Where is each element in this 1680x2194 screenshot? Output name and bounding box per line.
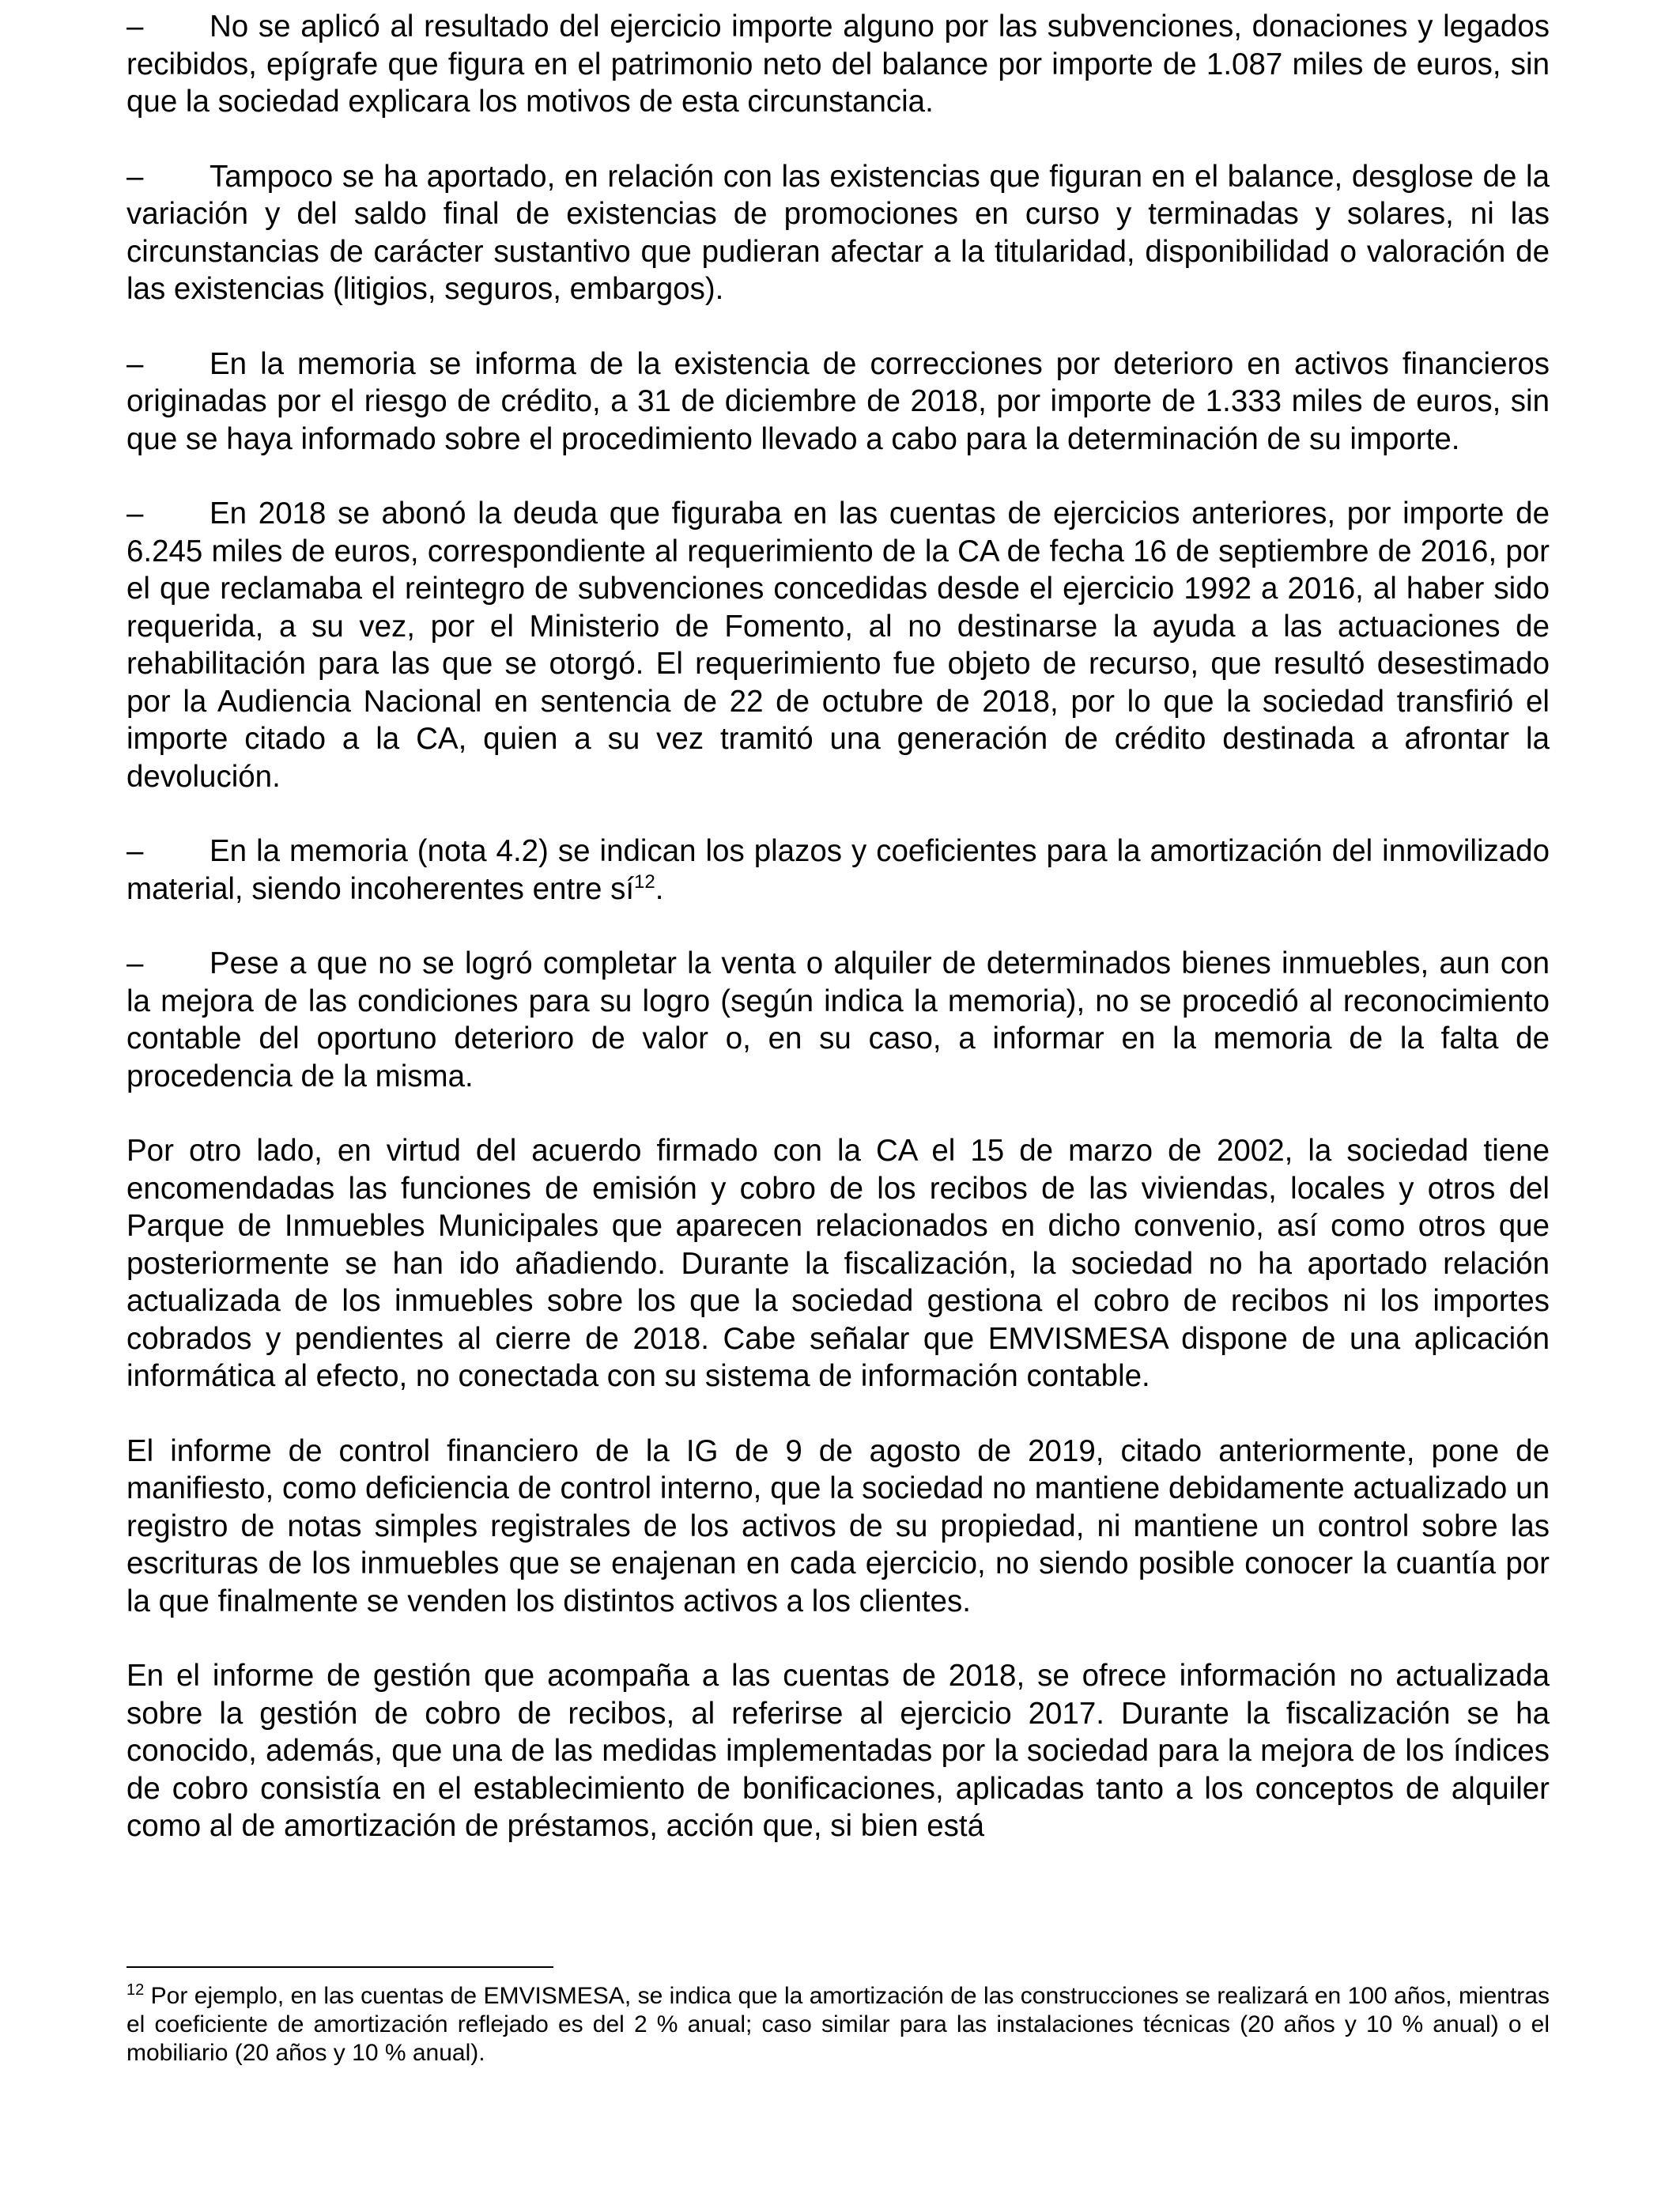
bullet-paragraph	[126, 945, 1550, 1095]
bullet-paragraph	[126, 346, 1550, 459]
bullet-text: En la memoria (nota 4.2) se indican los plazos y coeficientes para la amortización del inmovilizado material, siendo incoherentes entre sí	[126, 834, 1550, 906]
bullet-text: En la memoria se informa de la existencia de correcciones por deterioro en activos financieros originadas por el riesgo de crédito, a 31 de diciembre de 2018, por importe de 1.333 miles de euros, sin que se haya informado sobre el procedimiento llevado a cabo para la determinación de su importe.	[126, 346, 1550, 456]
footnote-reference[interactable]: 12	[634, 870, 655, 893]
bullet-text: Pese a que no se logró completar la venta o alquiler de determinados bienes inmuebles, aun con la mejora de las condiciones para su logro (según indica la memoria), no se procedió al reconocimiento contable del oportuno deterioro de valor o, en su caso, a informar en la memoria de la falta de procedencia de la misma.	[126, 946, 1550, 1093]
bullet-text: No se aplicó al resultado del ejercicio importe alguno por las subvenciones, donaciones y legados recibidos, epígrafe que figura en el patrimonio neto del balance por importe de 1.087 miles de euros, sin que la sociedad explicara los motivos de esta circunstancia.	[126, 9, 1550, 119]
body-paragraph: En el informe de gestión que acompaña a las cuentas de 2018, se ofrece información no actualizada sobre la gestión de cobro de recibos, al referirse al ejercicio 2017. Durante la fiscalización se ha conocido, además, que una de las medidas implementadas por la sociedad para la mejora de los índices de cobro consistía en el establecimiento de bonificaciones, aplicadas tanto a los conceptos de alquiler como al de amortización de préstamos, acción que, si bien está	[126, 1659, 1550, 1843]
dash-marker: –	[126, 946, 144, 980]
bullet-paragraph	[126, 8, 1550, 121]
bullet-paragraph	[126, 833, 1550, 908]
bullet-text: En 2018 se abonó la deuda que figuraba en las cuentas de ejercicios anteriores, por importe de 6.245 miles de euros, correspondiente al requerimiento de la CA de fecha 16 de septiembre de 2016, por el que reclamaba el reintegro de subvenciones concedidas desde el ejercicio 1992 a 2016, al haber sido requerida, a su vez, por el Ministerio de Fomento, al no destinarse la ayuda a las actuaciones de rehabilitación para las que se otorgó. El requerimiento fue objeto de recurso, que resultó desestimado por la Audiencia Nacional en sentencia de 22 de octubre de 2018, por lo que la sociedad transfirió el importe citado a la CA, quien a su vez tramitó una generación de crédito destinada a afrontar la devolución.	[126, 497, 1550, 794]
footnote	[126, 1982, 1550, 2067]
document-body	[126, 8, 1550, 1882]
bullet-text-end: .	[655, 871, 664, 906]
footnote-separator	[126, 1966, 553, 1968]
dash-marker: –	[126, 834, 144, 868]
dash-marker: –	[126, 497, 144, 531]
body-paragraph: Por otro lado, en virtud del acuerdo firmado con la CA el 15 de marzo de 2002, la sociedad tiene encomendadas las funciones de emisión y cobro de los recibos de las viviendas, locales y otros del Parque de Inmuebles Municipales que aparecen relacionados en dicho convenio, así como otros que posteriormente se han ido añadiendo. Durante la fiscalización, la sociedad no ha aportado relación actualizada de los inmuebles sobre los que la sociedad gestiona el cobro de recibos ni los importes cobrados y pendientes al cierre de 2018. Cabe señalar que EMVISMESA dispone de una aplicación informática al efecto, no conectada con su sistema de información contable.	[126, 1134, 1550, 1393]
dash-marker: –	[126, 9, 144, 43]
dash-marker: –	[126, 159, 144, 194]
dash-marker: –	[126, 346, 144, 381]
bullet-paragraph	[126, 495, 1550, 795]
bullet-paragraph	[126, 158, 1550, 308]
bullet-text: Tampoco se ha aportado, en relación con las existencias que figuran en el balance, desglose de la variación y del saldo final de existencias de promociones en curso y terminadas y solares, ni las circunstancias de carácter sustantivo que pudieran afectar a la titularidad, disponibilidad o valoración de las existencias (litigios, seguros, embargos).	[126, 159, 1550, 306]
footnote-text: Por ejemplo, en las cuentas de EMVISMESA, se indica que la amortización de las construcciones se realizará en 100 años, mientras el coeficiente de amortización reflejado es del 2 % anual; caso similar para las instalaciones técnicas (20 años y 10 % anual) o el mobiliario (20 años y 10 % anual).	[126, 1983, 1550, 2066]
body-paragraph: El informe de control financiero de la IG de 9 de agosto de 2019, citado anteriormente, pone de manifiesto, como deficiencia de control interno, que la sociedad no mantiene debidamente actualizado un registro de notas simples registrales de los activos de su propiedad, ni mantiene un control sobre las escrituras de los inmuebles que se enajenan en cada ejercicio, no siendo posible conocer la cuantía por la que finalmente se venden los distintos activos a los clientes.	[126, 1433, 1550, 1618]
footnote-number: 12	[126, 1981, 145, 1999]
